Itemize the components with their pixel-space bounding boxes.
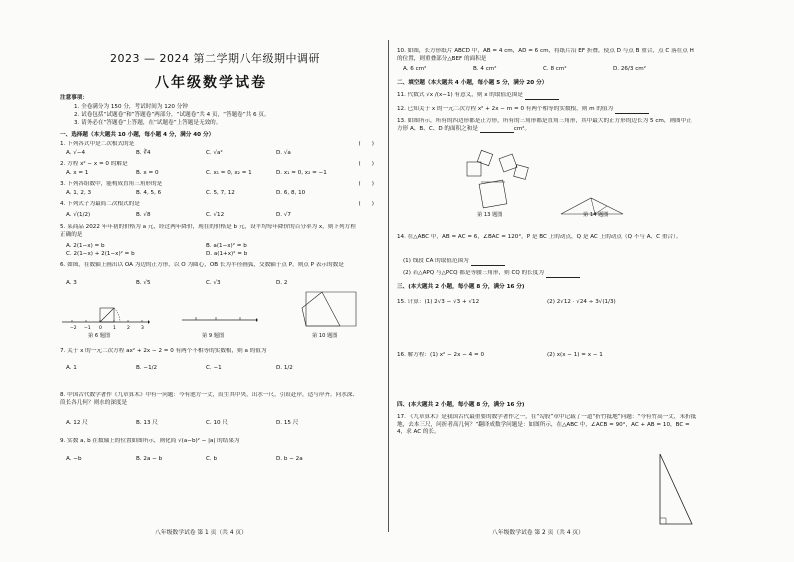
question-4-options: [66, 212, 346, 220]
option: D. 15 尺: [276, 420, 299, 426]
question-1-options: [66, 150, 346, 158]
question-7: 7. 关于 x 的一元二次方程 ax² + 2x − 2 = 0 有两个不相等的实数根，则 a 的值为: [60, 348, 267, 354]
option: D. b − 2a: [276, 456, 303, 462]
option: C. x₁ = 0, x₂ = 1: [206, 170, 252, 176]
figure-10-folded-rectangle: [296, 286, 368, 334]
question-14-part-1: [403, 258, 721, 266]
figure-17-right-triangle: [652, 450, 702, 530]
tick-label: 3: [141, 326, 144, 331]
option: C. √a²: [206, 150, 223, 156]
question-text: 2. 方程 x² − x = 0 的解是: [60, 161, 128, 167]
option: A. √−4: [66, 150, 86, 156]
page-footer: 八年级数学试卷 第 1 页（共 4 页）: [155, 530, 247, 536]
figure-9-number-line: [180, 306, 260, 330]
option: C. b: [206, 456, 218, 462]
option: D. x₁ = 0, x₂ = −1: [276, 170, 327, 176]
option: C. 10 尺: [206, 420, 228, 426]
tick-label: 2: [127, 326, 130, 331]
question-10: 10. 如图，长方形纸片 ABCD 中，AB = 4 cm，AD = 6 cm，将纸片沿 EF 折叠，使点 D 与点 B 重合，点 C 落在点 H 的位置，则重叠部分△BEF 的面积是: [397, 48, 694, 62]
option: B. 4 cm²: [473, 66, 497, 72]
page-footer: 八年级数学试卷 第 2 页（共 4 页）: [492, 530, 584, 536]
answer-blank: [525, 94, 559, 100]
option: D. a(1+x)² = b: [206, 251, 248, 257]
option: B. 13 尺: [136, 420, 158, 426]
option: A. 1: [66, 365, 77, 371]
option: A. 2(1−x) = b: [66, 243, 105, 249]
notes-heading: 注意事项：: [60, 95, 88, 101]
question-2: [60, 161, 378, 169]
question-12: [397, 106, 715, 114]
exam-page-2: [397, 40, 715, 540]
option: D. √7: [276, 212, 291, 218]
question-15-part-2: (2) 2√12 · √24 ÷ 3√(1/3): [547, 299, 616, 305]
option: C. √12: [206, 212, 225, 218]
option: C. 5, 7, 12: [206, 190, 235, 196]
section-heading: 一、选择题（本大题共 10 小题，每小题 4 分，满分 40 分）: [60, 132, 215, 138]
option: A. x = 1: [66, 170, 89, 176]
question-10-options: [403, 66, 683, 74]
question-14-part-2: [403, 270, 721, 278]
question-text: 3. 下列各组数中，能构成直角三角形的是: [60, 181, 163, 187]
question-3: [60, 181, 378, 189]
answer-paren: ( ): [358, 161, 374, 167]
answer-paren: ( ): [358, 141, 374, 147]
figure-14-caption: 第 14 题图: [583, 212, 609, 218]
question-text: 16. 解方程：(1) x² − 2x − 4 = 0: [397, 352, 485, 358]
question-text: 11. 代数式 √x /(x−1) 有意义，则 x 的取值范围是: [397, 92, 523, 98]
question-9: 9. 实数 a, b 在数轴上的位置如图所示，则化简 √(a−b)² − |a| 的结果为: [60, 438, 240, 444]
section-heading: 二、填空题（本大题共 4 小题，每小题 5 分，满分 20 分）: [397, 80, 548, 86]
question-text: 15. 计算：(1) 2√3 − √3 + √12: [397, 299, 480, 305]
option: C. √3: [206, 280, 221, 286]
option: D. 26/3 cm²: [613, 66, 646, 72]
option: A. 1, 2, 3: [66, 190, 92, 196]
note-item: 3. 请务必在“答题卷”上答题，在“试题卷”上答题是无效的。: [74, 120, 222, 126]
answer-paren: ( ): [358, 201, 374, 207]
unit: cm²。: [513, 125, 531, 132]
answer-paren: ( ): [358, 181, 374, 187]
option: A. −b: [66, 456, 82, 462]
question-text: 13. 如图所示，所有的四边形都是正方形，所有的三角形都是直角三角形，其中最大的正方形的边长为 5 cm，则图中正方形 A、B、C、D 的面积之和是: [397, 118, 692, 132]
option: D. 2: [276, 280, 288, 286]
figure-6-number-line: [60, 292, 150, 332]
question-17: 17. 《九章算术》是我国古代最重要的数学著作之一，在“勾股”章中记载了一道“折竹抵地”问题：“今有竹高一丈，末折抵地，去本三尺，问折者高几何？”翻译成数学问题是：如图所示，在△ABC 中，∠ACB = 90°，AC + AB = 10，BC = 4，求 AC 的长。: [397, 414, 697, 436]
option: D. √a: [276, 150, 291, 156]
answer-blank: [480, 127, 514, 133]
exam-page-1: [60, 40, 378, 540]
option: B. 2a − b: [136, 456, 163, 462]
option: B. x = 0: [136, 170, 159, 176]
question-8-options: [66, 420, 346, 428]
option: D. 6, 8, 10: [276, 190, 306, 196]
tick-label: 1: [113, 326, 116, 331]
exam-year-title: 2023 — 2024 第二学期八年级期中调研: [110, 52, 320, 65]
answer-blank: [471, 260, 505, 266]
question-11: [397, 92, 715, 100]
question-text: (2) 若△APQ 与△PCQ 都是等腰三角形，则 CQ 的长度为: [403, 270, 544, 276]
option: C. 8 cm²: [543, 66, 567, 72]
page-divider: [388, 40, 389, 532]
question-text: (1) 线段 CA 的取值范围为: [403, 258, 469, 264]
question-16-part-2: (2) x(x − 1) = x − 1: [547, 352, 603, 358]
note-item: 2. 试卷包括“试题卷”和“答题卷”两部分，“试题卷”共 4 页，“答题卷”共 6 页。: [74, 112, 270, 118]
option: A. √(1/2): [66, 212, 91, 218]
question-8: 8. 中国古代数学著作《九章算术》中有一问题：今有池方一丈，葭生其中央，出水一尺，引葭赴岸，适与岸齐。问水深、葭长各几何？则水的深度是: [60, 392, 358, 406]
option: D. 1/2: [276, 365, 293, 371]
section-heading: 四、(本大题共 2 小题，每小题 8 分，满分 16 分): [397, 402, 525, 408]
question-15: [397, 299, 715, 307]
question-3-options: [66, 190, 346, 198]
tick-label: 0: [99, 326, 102, 331]
question-5-options: [66, 243, 346, 251]
question-5: 5. 某商品 2022 年年初的价格为 a 元，经过两年降价，现在的价格是 b 元，设平均每年降价的百分率为 x，则下列方程正确的是: [60, 224, 356, 238]
option: A. 12 尺: [66, 420, 88, 426]
question-6: 6. 如图，在数轴上画出以 OA 为边的正方形，以 O 为圆心，OB 长为半径画弧，交数轴于点 P，则点 P 表示的数是: [60, 262, 344, 268]
question-14: 14. 在△ABC 中，AB = AC = 6，∠BAC = 120°，P 是 BC 上的动点，Q 是 AC 上的动点（Q 不与 A、C 重合）。: [397, 234, 682, 240]
question-1: [60, 141, 378, 149]
option: B. ∛4: [136, 150, 151, 156]
figure-10-caption: 第 10 题图: [312, 333, 338, 339]
question-text: 4. 下列式子为最简二次根式的是: [60, 201, 140, 207]
option: C. −1: [206, 365, 222, 371]
option: A. 6 cm²: [403, 66, 427, 72]
figure-9-caption: 第 9 题图: [202, 333, 225, 339]
question-text: 1. 下列各式中是二次根式的是: [60, 141, 135, 147]
option: B. √5: [136, 280, 151, 286]
option: B. √8: [136, 212, 151, 218]
option: B. −1/2: [136, 365, 158, 371]
question-text: 12. 已知关于 x 的一元二次方程 x² + 2x − m = 0 有两个相等的实数根，则 m 的值为: [397, 106, 614, 112]
answer-blank: [615, 108, 649, 114]
figure-13-squares: [457, 148, 537, 210]
figure-13-caption: 第 13 题图: [477, 212, 503, 218]
question-5-options-row2: [66, 251, 346, 259]
option: B. 4, 5, 6: [136, 190, 162, 196]
option: B. a(1−x)² = b: [206, 243, 247, 249]
tick-label: −2: [70, 326, 77, 331]
question-7-options: [66, 365, 346, 373]
option: C. 2(1−x) + 2(1−x)² = b: [66, 251, 135, 257]
note-item: 1. 全卷满分为 150 分，考试时间为 120 分钟: [74, 104, 188, 110]
tick-label: −1: [84, 326, 91, 331]
section-heading: 三、(本大题共 2 小题，每小题 8 分，满分 16 分): [397, 284, 525, 290]
exam-title: 八年级数学试卷: [155, 75, 267, 91]
question-9-options: [66, 456, 346, 464]
figure-6-caption: 第 6 题图: [88, 333, 111, 339]
option: A. 3: [66, 280, 77, 286]
question-13: [397, 118, 697, 133]
question-2-options: [66, 170, 346, 178]
question-16: [397, 352, 715, 360]
answer-blank: [546, 272, 580, 278]
question-4: [60, 201, 378, 209]
